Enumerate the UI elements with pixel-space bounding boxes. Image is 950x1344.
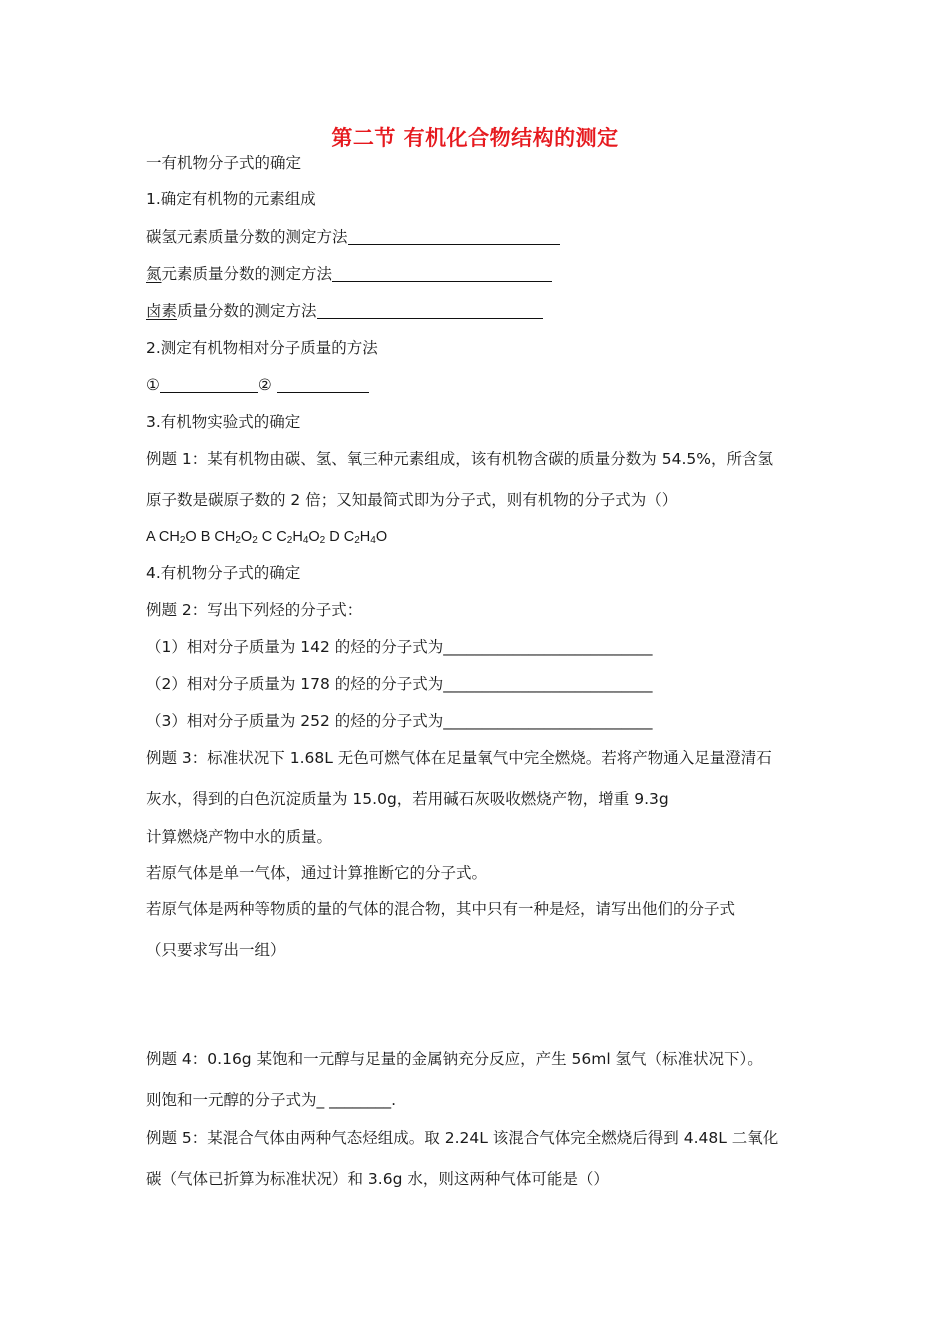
n-method-line: [146, 263, 552, 285]
example-3-text: 灰水，得到的白色沉淀质量为 15.0g，若用碱石灰吸收燃烧产物，增重 9.3g: [146, 790, 669, 808]
subsection-heading: 1.确定有机物的元素组成: [146, 190, 316, 208]
answer-blank: [277, 376, 369, 393]
subsection-heading: 4.有机物分子式的确定: [146, 564, 301, 582]
section-heading: 一有机物分子式的确定: [146, 154, 302, 172]
example-2-text: 例题 2：写出下列烃的分子式：: [146, 601, 363, 619]
answer-blank: [348, 228, 560, 245]
answer-blank: [317, 302, 543, 319]
options-text: A $CH_2O$ B $CH_2O_2$ C $C_2H_4O_2$ D $C_2H_4O$: [146, 529, 388, 546]
subsection-heading: 3.有机物实验式的确定: [146, 413, 301, 431]
answer-blank: [160, 376, 258, 393]
example-3-text: 例题 3：标准状况下 1.68L 无色可燃气体在足量氧气中完全燃烧。若将产物通入足量澄清石: [146, 749, 772, 767]
example-1-options: [146, 526, 387, 548]
example-2-question-2: （2）相对分子质量为 178 的烃的分子式为___________________________: [146, 675, 653, 693]
answer-blank: [332, 265, 552, 282]
example-2-question-3: （3）相对分子质量为 252 的烃的分子式为___________________________: [146, 712, 653, 730]
halogen-chars: 卤素: [146, 302, 178, 320]
mass-method-line: [146, 374, 369, 396]
example-3-text: 若原气体是两种等物质的量的气体的混合物，其中只有一种是烃，请写出他们的分子式: [146, 900, 736, 918]
example-3-text: 若原气体是单一气体，通过计算推断它的分子式。: [146, 864, 488, 882]
example-3-text: （只要求写出一组）: [146, 941, 286, 959]
example-2-question-1: （1）相对分子质量为 142 的烃的分子式为___________________________: [146, 638, 653, 656]
ch-method-label: 碳氢元素质量分数的测定方法: [146, 228, 348, 246]
page-title: 第二节 有机化合物结构的测定: [331, 126, 619, 150]
example-4-text: 则饱和一元醇的分子式为_ ________.: [146, 1091, 397, 1109]
ch-method-line: [146, 226, 560, 248]
n-method-label: 元素质量分数的测定方法: [161, 265, 333, 283]
x-method-line: [146, 300, 543, 322]
example-4-text: 例题 4：0.16g 某饱和一元醇与足量的金属钠充分反应，产生 56ml 氢气（标准状况下）。: [146, 1050, 763, 1068]
subsection-heading: 2.测定有机物相对分子质量的方法: [146, 339, 378, 357]
circle-one: ①: [146, 376, 160, 394]
example-3-text: 计算燃烧产物中水的质量。: [146, 828, 333, 846]
nitrogen-char: 氮: [146, 265, 162, 283]
example-1-text: 例题 1：某有机物由碳、氢、氧三种元素组成，该有机物含碳的质量分数为 54.5%，所含氢: [146, 450, 773, 468]
example-5-text: 例题 5：某混合气体由两种气态烃组成。取 2.24L 该混合气体完全燃烧后得到 4.48L 二氧化: [146, 1129, 779, 1147]
example-5-text: 碳（气体已折算为标准状况）和 3.6g 水，则这两种气体可能是（）: [146, 1170, 609, 1188]
circle-two: ②: [257, 376, 272, 394]
example-1-text: 原子数是碳原子数的 2 倍；又知最简式即为分子式，则有机物的分子式为（）: [146, 491, 678, 509]
x-method-label: 质量分数的测定方法: [177, 302, 317, 320]
